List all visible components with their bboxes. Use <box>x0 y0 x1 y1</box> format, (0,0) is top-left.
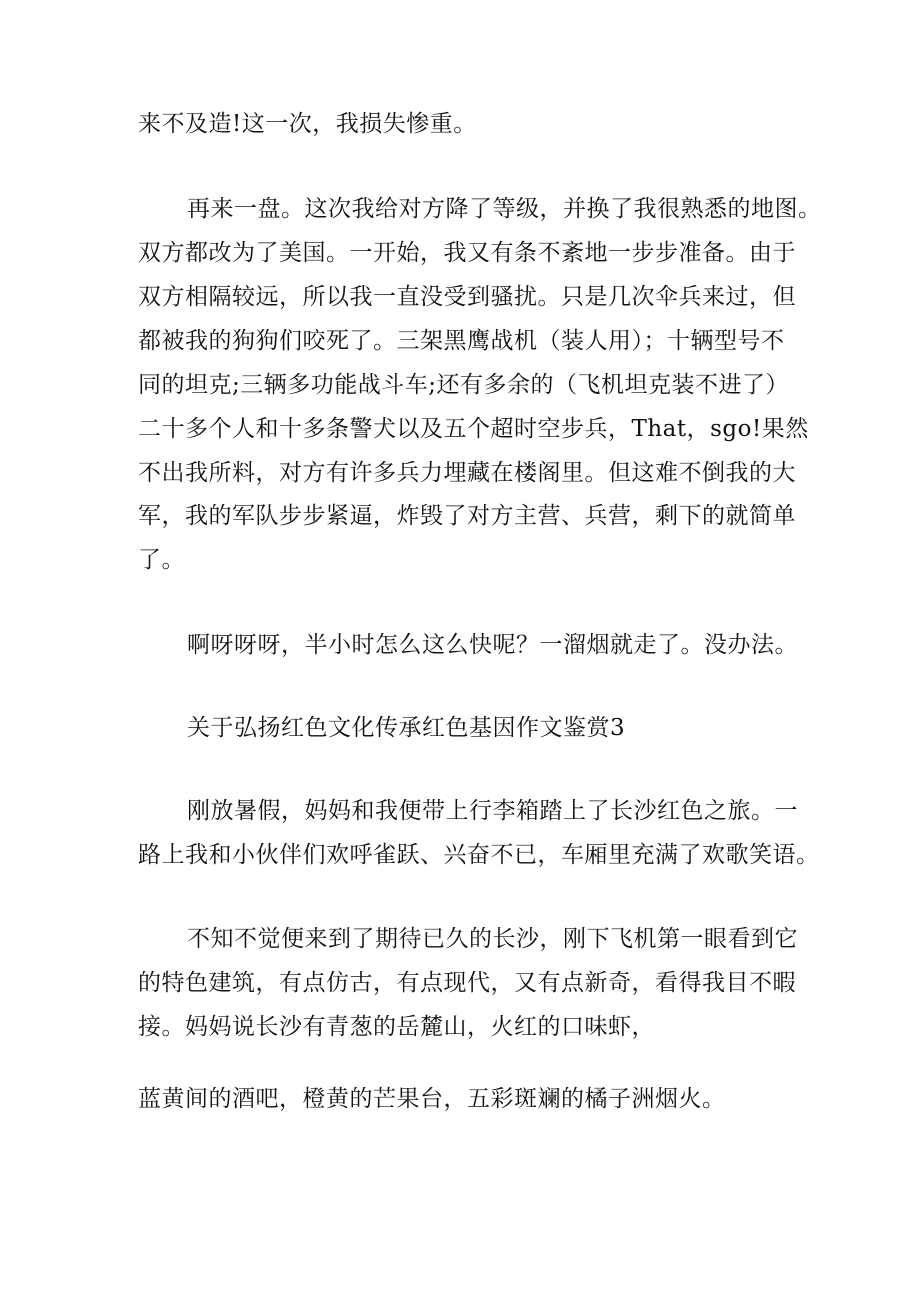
paragraph-2-line-4: 都被我的狗狗们咬死了。三架黑鹰战机（装人用）；十辆型号不 <box>138 328 785 354</box>
paragraph-2-line-7: 不出我所料，对方有许多兵力埋藏在楼阁里。但这难不倒我的大 <box>138 460 796 486</box>
paragraph-2-line-6: 二十多个人和十多条警犬以及五个超时空步兵，That，sgo!果然 <box>138 416 809 442</box>
paragraph-7-line-1: 蓝黄间的酒吧，橙黄的芒果台，五彩斑斓的橘子洲烟火。 <box>138 1086 726 1112</box>
paragraph-1-line-1: 来不及造!这一次，我损失惨重。 <box>138 111 477 137</box>
paragraph-6-line-3: 接。妈妈说长沙有青葱的岳麓山，火红的口味虾， <box>138 1014 655 1040</box>
paragraph-2-line-8: 军，我的军队步步紧逼，炸毁了对方主营、兵营，剩下的就简单 <box>138 503 796 529</box>
section-heading: 关于弘扬红色文化传承红色基因作文鉴赏3 <box>187 715 626 741</box>
paragraph-2-line-5: 同的坦克;三辆多功能战斗车;还有多余的（飞机坦克装不进了） <box>138 372 789 398</box>
paragraph-3-line-1: 啊呀呀呀，半小时怎么这么快呢？一溜烟就走了。没办法。 <box>187 632 798 658</box>
paragraph-2-line-3: 双方相隔较远，所以我一直没受到骚扰。只是几次伞兵来过，但 <box>138 284 796 310</box>
paragraph-5-line-2: 路上我和小伙伴们欢呼雀跃、兴奋不已，车厢里充满了欢歌笑语。 <box>138 842 820 868</box>
paragraph-2-line-9: 了。 <box>138 547 185 573</box>
paragraph-2-line-1: 再来一盘。这次我给对方降了等级，并换了我很熟悉的地图。 <box>187 196 822 222</box>
paragraph-2-line-2: 双方都改为了美国。一开始，我又有条不紊地一步步准备。由于 <box>138 240 796 266</box>
paragraph-6-line-2: 的特色建筑，有点仿古，有点现代，又有点新奇，看得我目不暇 <box>138 970 796 996</box>
paragraph-5-line-1: 刚放暑假，妈妈和我便带上行李箱踏上了长沙红色之旅。一 <box>187 798 798 824</box>
paragraph-6-line-1: 不知不觉便来到了期待已久的长沙，刚下飞机第一眼看到它 <box>187 926 798 952</box>
